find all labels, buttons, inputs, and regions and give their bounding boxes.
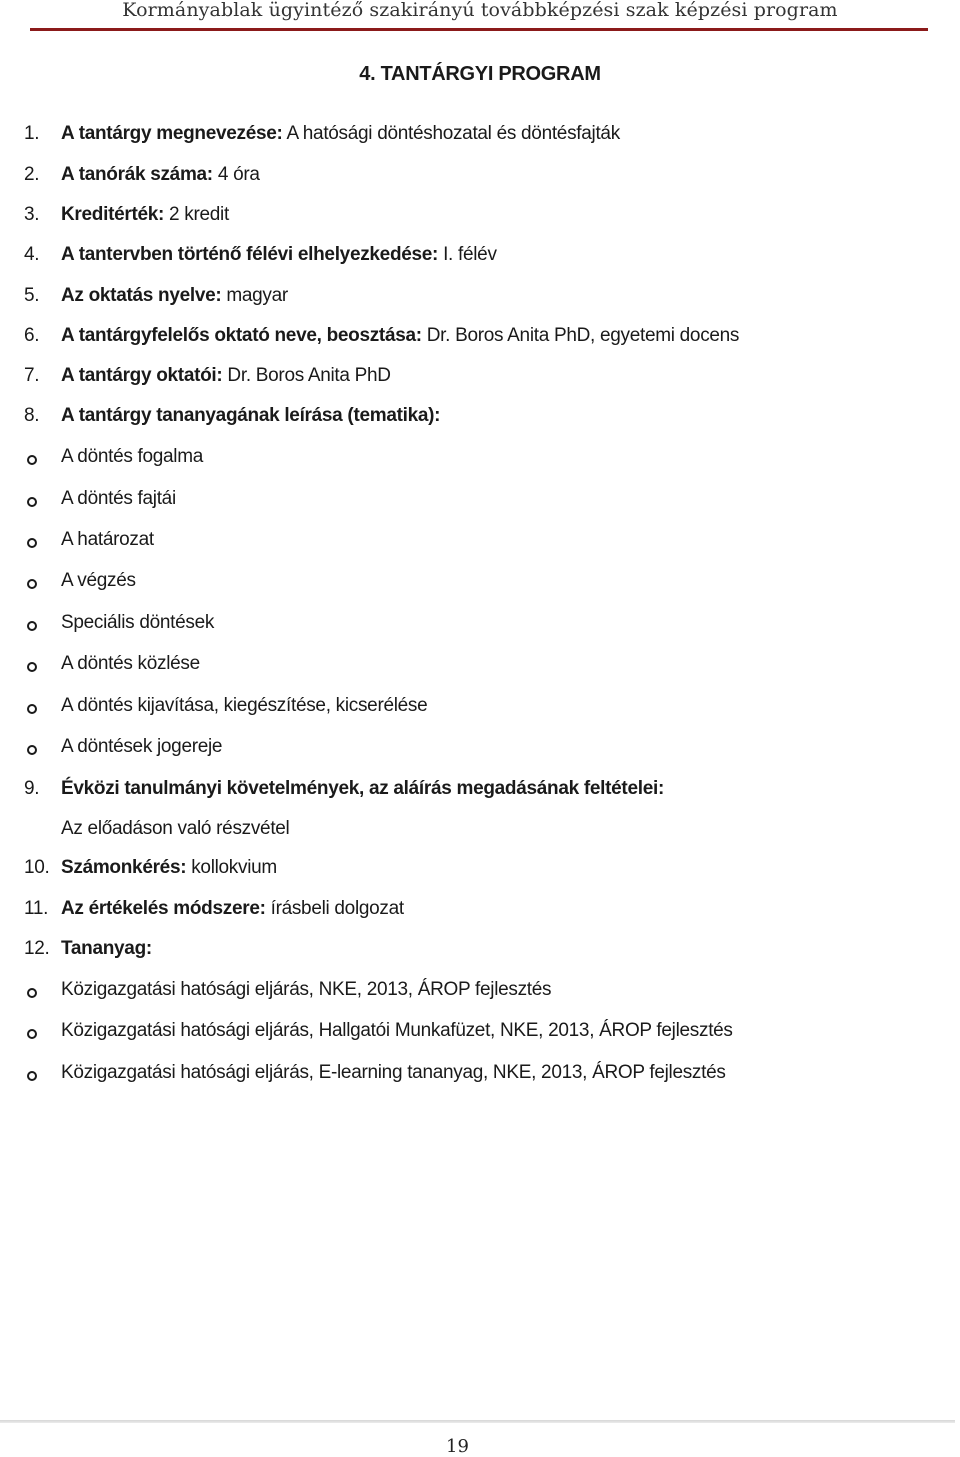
item-label: Tananyag:	[61, 938, 152, 959]
bullet-icon	[27, 988, 37, 998]
page-header	[0, 0, 960, 30]
item-value: Dr. Boros Anita PhD, egyetemi docens	[421, 325, 740, 346]
topic-text: A döntés fajtái	[61, 488, 176, 509]
topic-text: A döntés kijavítása, kiegészítése, kicserélése	[61, 695, 428, 716]
bullet-icon	[27, 538, 37, 548]
bullet-icon	[27, 1029, 37, 1039]
item-value: 4 óra	[212, 164, 260, 185]
item-label: A tantárgy megnevezése:	[61, 123, 283, 144]
bullet-icon	[27, 455, 37, 465]
item-label: A tantervben történő félévi elhelyezkedése:	[61, 244, 439, 265]
item-value: Dr. Boros Anita PhD	[222, 365, 391, 386]
item-5	[24, 285, 288, 307]
item-label: A tantárgy oktatói:	[61, 365, 223, 386]
item-number: 5.	[24, 285, 40, 306]
item-value: írásbeli dolgozat	[265, 898, 404, 919]
item-label: Az oktatás nyelve:	[61, 285, 222, 306]
item-value: A hatósági döntéshozatal és döntésfajták	[282, 123, 620, 144]
item-number: 9.	[24, 778, 40, 799]
bullet-icon	[27, 621, 37, 631]
item-label: A tanórák száma:	[61, 164, 213, 185]
item-number: 6.	[24, 325, 40, 346]
item-number: 10.	[24, 857, 50, 878]
item-label: A tantárgyfelelős oktató neve, beosztása:	[61, 325, 422, 346]
bullet-icon	[27, 497, 37, 507]
item-9	[24, 778, 664, 800]
topic-text: A döntés közlése	[61, 653, 200, 674]
item-6	[24, 325, 739, 347]
item-12	[24, 938, 152, 960]
item-label: Kreditérték:	[61, 204, 165, 225]
item-label: Az értékelés módszere:	[61, 898, 266, 919]
topic-text: A döntések jogereje	[61, 736, 223, 757]
item-label: Évközi tanulmányi követelmények, az aláírás megadásának feltételei:	[61, 778, 664, 799]
bullet-icon	[27, 1071, 37, 1081]
item-1	[24, 123, 620, 145]
section-title: 4. TANTÁRGYI PROGRAM	[359, 63, 601, 85]
topic-text: A végzés	[61, 570, 136, 591]
item-number: 2.	[24, 164, 40, 185]
item-label: Számonkérés:	[61, 857, 187, 878]
material-text: Közigazgatási hatósági eljárás, Hallgatói Munkafüzet, NKE, 2013, ÁROP fejlesztés	[61, 1020, 733, 1041]
item-number: 3.	[24, 204, 40, 225]
item-value: kollokvium	[186, 857, 277, 878]
item-number: 8.	[24, 405, 40, 426]
topic-text: Speciális döntések	[61, 612, 215, 633]
header-divider	[30, 28, 928, 31]
item-label: A tantárgy tananyagának leírása (tematika):	[61, 405, 441, 426]
bullet-icon	[27, 704, 37, 714]
item-3	[24, 204, 229, 226]
material-text: Közigazgatási hatósági eljárás, NKE, 2013, ÁROP fejlesztés	[61, 979, 552, 1000]
item-number: 11.	[24, 898, 49, 919]
item-number: 1.	[24, 123, 40, 144]
material-text: Közigazgatási hatósági eljárás, E-learning tananyag, NKE, 2013, ÁROP fejlesztés	[61, 1062, 726, 1083]
item-7	[24, 365, 391, 387]
header-title: Kormányablak ügyintéző szakirányú továbbképzési szak képzési program	[122, 0, 838, 21]
item-value: magyar	[221, 285, 288, 306]
item-8	[24, 405, 440, 427]
item-value: 2 kredit	[164, 204, 229, 225]
item-11	[24, 898, 404, 920]
bullet-icon	[27, 579, 37, 589]
item-number: 7.	[24, 365, 40, 386]
requirement-text: Az előadáson való részvétel	[61, 818, 290, 839]
item-2	[24, 164, 260, 186]
footer-divider	[0, 1420, 955, 1423]
item-number: 12.	[24, 938, 50, 959]
topic-text: A döntés fogalma	[61, 446, 204, 467]
bullet-icon	[27, 745, 37, 755]
item-number: 4.	[24, 244, 40, 265]
bullet-icon	[27, 662, 37, 672]
item-value: I. félév	[438, 244, 497, 265]
topic-text: A határozat	[61, 529, 154, 550]
item-4	[24, 244, 497, 266]
item-10	[24, 857, 277, 879]
page-number: 19	[446, 1436, 469, 1457]
